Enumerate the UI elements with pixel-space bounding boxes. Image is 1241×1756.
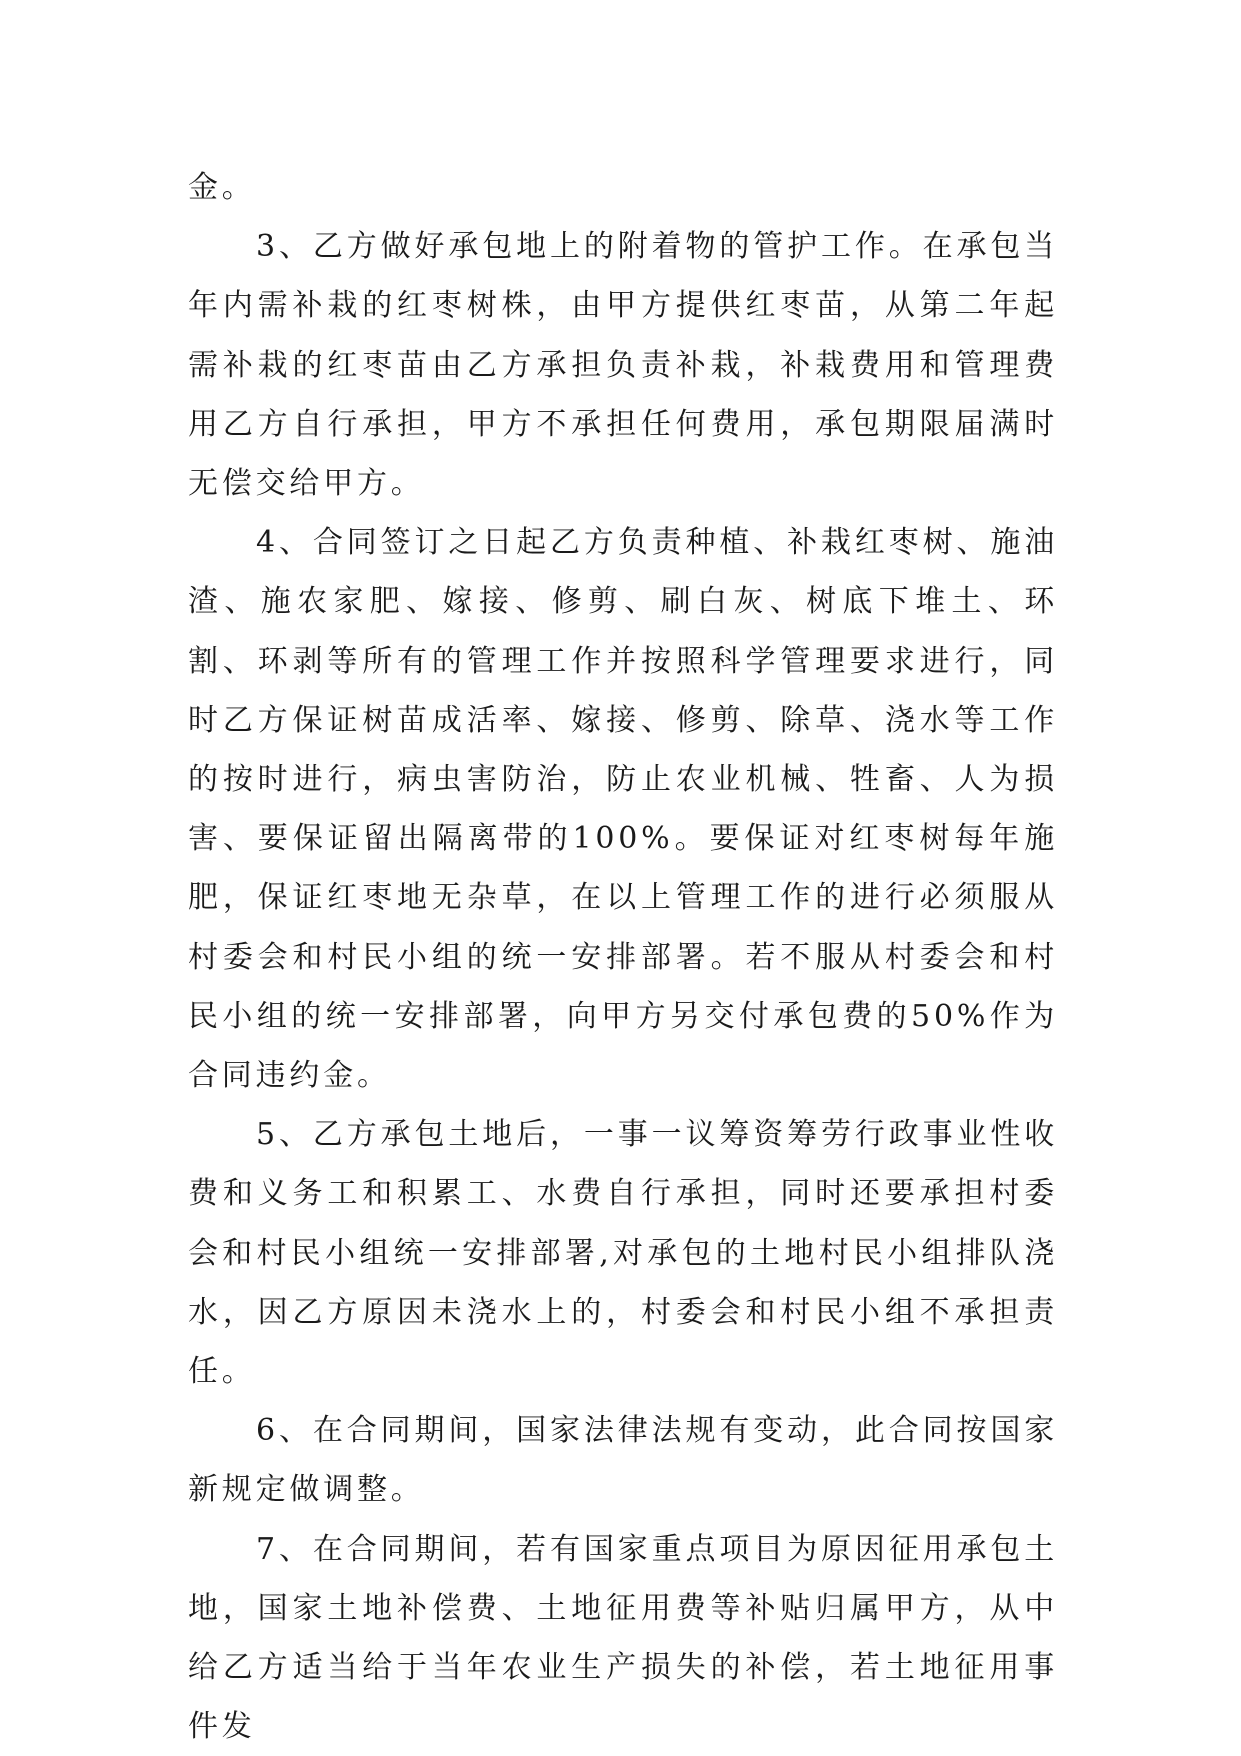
paragraph-continuation: 金。 bbox=[188, 170, 256, 205]
paragraph-clause-4: 4、合同签订之日起乙方负责种植、补栽红枣树、施油渣、施农家肥、嫁接、修剪、刷白灰、树底下堆土、环割、环剥等所有的管理工作并按照科学管理要求进行，同时乙方保证树苗成活率、嫁接、修剪、除草、浇水等工作的按时进行，病虫害防治，防止农业机械、牲畜、人为损害、要保证留出隔离带的100%。要保证对红枣树每年施肥，保证红枣地无杂草，在以上管理工作的进行必须服从村委会和村民小组的统一安排部署。若不服从村委会和村民小组的统一安排部署，向甲方另交付承包费的50%作为合同违约金。 bbox=[188, 525, 1058, 1094]
paragraph-clause-6: 6、在合同期间，国家法律法规有变动，此合同按国家新规定做调整。 bbox=[188, 1413, 1058, 1508]
paragraph-clause-7: 7、在合同期间，若有国家重点项目为原因征用承包土地，国家土地补偿费、土地征用费等补贴归属甲方，从中给乙方适当给于当年农业生产损失的补偿，若土地征用事件发 bbox=[188, 1531, 1058, 1745]
document-body bbox=[188, 158, 1058, 1756]
paragraph-clause-3: 3、乙方做好承包地上的附着物的管护工作。在承包当年内需补栽的红枣树株，由甲方提供红枣苗，从第二年起需补栽的红枣苗由乙方承担负责补栽，补栽费用和管理费用乙方自行承担，甲方不承担任何费用，承包期限届满时无偿交给甲方。 bbox=[188, 229, 1058, 502]
paragraph-clause-5: 5、乙方承包土地后，一事一议筹资筹劳行政事业性收费和义务工和积累工、水费自行承担，同时还要承担村委会和村民小组统一安排部署,对承包的土地村民小组排队浇水，因乙方原因未浇水上的，村委会和村民小组不承担责任。 bbox=[188, 1117, 1058, 1390]
